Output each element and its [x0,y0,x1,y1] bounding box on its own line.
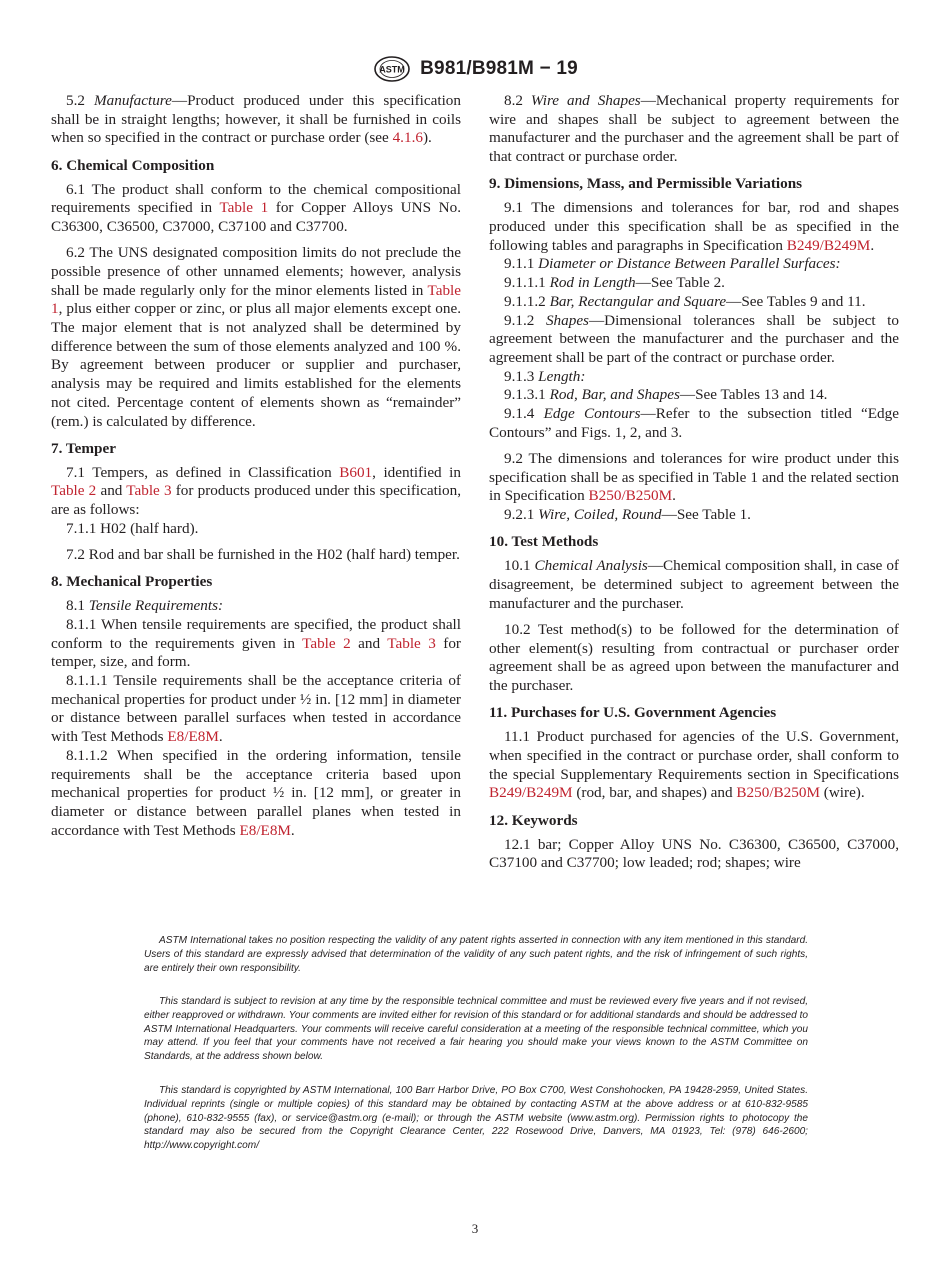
section-9-1-4: 9.1.4 Edge Contours—Refer to the subsection titled “Edge Contours” and Figs. 1, 2, and 3. [489,405,899,441]
section-11-1: 11.1 Product purchased for agencies of the U.S. Government, when specified in the contract or purchase order, shall conform to the special Supplementary Requirements section in Specifications B249/B249M (rod, bar, and shapes) and B250/B250M (wire). [489,728,899,802]
section-9-2-1: 9.2.1 Wire, Coiled, Round—See Table 1. [504,506,751,524]
section-12-1: 12.1 bar; Copper Alloy UNS No. C36300, C36500, C37000, C37100 and C37700; low leaded; rod; shapes; wire [489,835,899,872]
section-9-heading: 9. Dimensions, Mass, and Permissible Variations [489,175,803,193]
standard-designation: B981/B981M − 19 [420,58,578,79]
table-3-link[interactable]: Table 3 [126,482,172,500]
b250-link[interactable]: B250/B250M [588,487,673,505]
ref-4-1-6-link[interactable]: 4.1.6 [392,129,423,147]
section-9-1-1: 9.1.1 Diameter or Distance Between Parallel Surfaces: [504,255,841,273]
revision-notice: This standard is subject to revision at any time by the responsible technical committee and must be reviewed every five years and if not revised, either reapproved or withdrawn. Your comments are invited either for revision of this standard or for additional standards and should be addressed to ASTM International Headquarters. Your comments will receive careful consideration at a meeting of the responsible technical committee, which you may attend. If you feel that your comments have not received a fair hearing you should make your views known to the ASTM Committee on Standards, at the address shown below. [144,996,808,1063]
section-9-1-3-1: 9.1.3.1 Rod, Bar, and Shapes—See Tables 13 and 14. [504,386,828,404]
section-10-heading: 10. Test Methods [489,533,599,551]
table-1-link[interactable]: Table 1 [51,281,461,318]
section-9-1-1-2: 9.1.1.2 Bar, Rectangular and Square—See Tables 9 and 11. [504,292,866,310]
table-3-link[interactable]: Table 3 [387,634,436,652]
section-8-2: 8.2 Wire and Shapes—Mechanical property requirements for wire and shapes shall be subject to agreement between the manufacturer and the purchaser and the agreement shall be part of that contract or purchase order. [489,92,899,166]
page-header [0,55,950,83]
b601-link[interactable]: B601 [339,463,373,481]
patent-notice: ASTM International takes no position respecting the validity of any patent rights asserted in connection with any item mentioned in this standard. Users of this standard are expressly advised that determination of the validity of any such patent rights, and the risk of infringement of such rights, are entirely their own responsibility. [144,935,808,974]
section-11-heading: 11. Purchases for U.S. Government Agencies [489,704,777,722]
section-9-1-2: 9.1.2 Shapes—Dimensional tolerances shall be subject to agreement between the manufacturer and the purchaser and the agreement shall be part of the contract or purchase order. [489,311,899,366]
section-8-1: 8.1 Tensile Requirements: [66,597,224,615]
copyright-notice: This standard is copyrighted by ASTM International, 100 Barr Harbor Drive, PO Box C700, West Conshohocken, PA 19428-2959, United States. Individual reprints (single or multiple copies) of this standard may be obtained by contacting ASTM at the above address or at 610-832-9585 (phone), 610-832-9555 (fax), or service@astm.org (e-mail); or through the ASTM website (www.astm.org). Permission rights to photocopy the standard may also be secured from the Copyright Clearance Center, 222 Rosewood Drive, Danvers, MA 01923, Tel: (978) 646-2600; http://www.copyright.com/ [144,1085,808,1152]
astm-logo-icon [372,55,412,83]
left-column [51,92,461,840]
section-8-1-1-2: 8.1.1.2 When specified in the ordering information, tensile requirements shall be the acceptance criteria based upon mechanical properties for product ½ in. [12 mm], or greater in diameter or distance between parallel planes when tested in accordance with Test Methods E8/E8M. [51,746,461,839]
section-5-2: 5.2 Manufacture—Product produced under this specification shall be in straight lengths; however, it shall be furnished in coils when so specified in the contract or purchase order (see 4.1.6). [51,92,461,147]
section-6-heading: 6. Chemical Composition [51,156,215,174]
section-9-1-3: 9.1.3 Length: [504,367,586,385]
e8-e8m-link[interactable]: E8/E8M [167,728,219,746]
section-7-2: 7.2 Rod and bar shall be furnished in the H02 (half hard) temper. [66,546,460,564]
b249-link[interactable]: B249/B249M [489,784,573,802]
e8-e8m-link[interactable]: E8/E8M [239,821,291,839]
page-number: 3 [471,1221,479,1236]
section-12-heading: 12. Keywords [489,811,578,829]
b249-link[interactable]: B249/B249M [786,236,871,254]
section-8-heading: 8. Mechanical Properties [51,573,213,591]
b250-link[interactable]: B250/B250M [736,784,820,802]
section-8-1-1: 8.1.1 When tensile requirements are specified, the product shall conform to the requirements given in Table 2 and Table 3 for temper, size, and form. [51,615,461,671]
section-7-heading: 7. Temper [51,439,116,457]
section-10-2: 10.2 Test method(s) to be followed for the determination of other element(s) resulting from contractual or purchaser order agreement shall be as agreed upon between the manufacturer and the purchaser. [489,620,899,694]
section-10-1: 10.1 Chemical Analysis—Chemical composition shall, in case of disagreement, be determined subject to agreement between the manufacturer and the purchaser. [489,557,899,612]
right-column [489,92,899,880]
section-9-2: 9.2 The dimensions and tolerances for wire product under this specification shall be as specified in Table 1 and the related section in Specification B250/B250M. [489,449,899,505]
table-1-link[interactable]: Table 1 [219,199,269,217]
section-9-1-1-1: 9.1.1.1 Rod in Length—See Table 2. [504,274,725,292]
section-8-1-1-1: 8.1.1.1 Tensile requirements shall be the acceptance criteria of mechanical properties for product under ½ in. [12 mm] in diameter or distance between parallel surfaces when tested in accordance with Test Methods E8/E8M. [51,672,461,746]
section-9-1: 9.1 The dimensions and tolerances for bar, rod and shapes produced under this specification shall be as specified in the following tables and paragraphs in Specification B249/B249M. [489,199,899,254]
table-2-link[interactable]: Table 2 [302,634,351,652]
astm-logo-text: ASTM [379,64,405,75]
section-7-1: 7.1 Tempers, as defined in Classification B601, identified in Table 2 and Table 3 for products produced under this specification, are as follows: [51,463,462,519]
table-2-link[interactable]: Table 2 [51,482,97,500]
section-6-1: 6.1 The product shall conform to the chemical compositional requirements specified in Table 1 for Copper Alloys UNS No. C36300, C36500, C37000, C37100 and C37700. [51,180,462,236]
section-6-2: 6.2 The UNS designated composition limits do not preclude the possible presence of other unnamed elements; however, analysis shall be made regularly only for the minor elements listed in Table 1, plus either copper or zinc, or plus all major elements except one. The major element that is not analyzed shall be determined by difference between the sum of those elements analyzed and 100 %. By agreement between producer or supplier and purchaser, analysis may be required and limits established for the elements not cited. Percentage content of elements shown as “remainder” (rem.) is calculated by difference. [51,244,461,430]
section-7-1-1: 7.1.1 H02 (half hard). [66,519,199,537]
